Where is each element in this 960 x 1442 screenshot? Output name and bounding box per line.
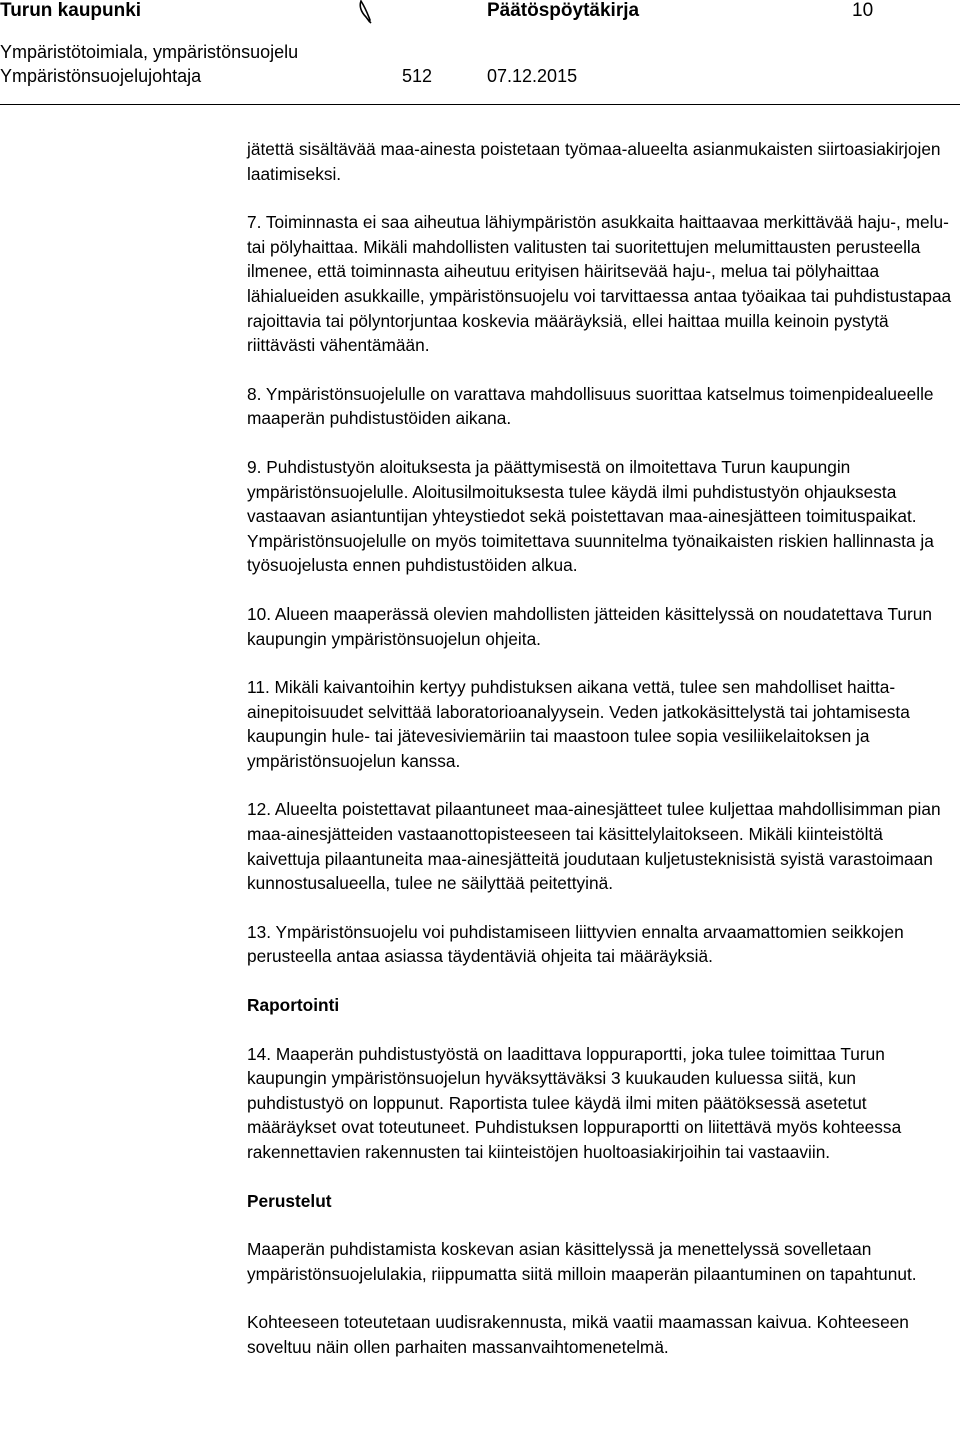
header-top-row: [0, 0, 960, 30]
paragraph-9: 9. Puhdistustyön aloituksesta ja päättymisestä on ilmoitettava Turun kaupungin ympäristönsuojelulle. Aloitusilmoituksesta tulee käydä ilmi puhdistustyön ohjauksesta vastaavan asiantuntijan yhteystiedot sekä poistettavan maa-ainesjätteen toimituspaikat. Ympäristönsuojelulle on myös toimitettava suunnitelma työnaikaisten riskien hallinnasta ja työsuojelusta ennen puhdistustöiden alkua.: [247, 456, 934, 576]
document-body: [247, 137, 955, 1384]
header-meta-row: [0, 66, 960, 90]
quill-pen-icon: [355, 0, 377, 24]
paragraph-13: 13. Ympäristönsuojelu voi puhdistamiseen liittyvien ennalta arvaamattomien seikkojen perusteella antaa asiassa täydentäviä ohjeita tai määräyksiä.: [247, 921, 904, 967]
decision-number: 512: [402, 66, 433, 86]
section-heading-raportointi: Raportointi: [247, 995, 340, 1016]
decision-date: 07.12.2015: [487, 66, 578, 86]
paragraph-continuation: jätettä sisältävää maa-ainesta poistetaan työmaa-alueelta asianmukaisten siirtoasiakirjojen laatimiseksi.: [247, 139, 941, 184]
paragraph-8: 8. Ympäristönsuojelulle on varattava mahdollisuus suorittaa katselmus toimenpidealueelle maaperän puhdistustöiden aikana.: [247, 383, 934, 429]
page-number: 10: [852, 0, 874, 21]
paragraph-7: 7. Toiminnasta ei saa aiheutua lähiympäristön asukkaita haittaavaa merkittävää haju-, melu- tai pölyhaittaa. Mikäli mahdollisten valitusten tai suoritettujen melumittausten perusteella ilmenee, että toiminnasta aiheutuu erityisen häiritsevää haju-, melua tai pölyhaittaa lähialueiden asukkaille, ympäristönsuojelu voi tarvittaessa antaa työaikaa tai puhdistustapaa rajoittavia tai pölyntorjuntaa koskevia määräyksiä, ellei haittaa muilla keinoin pystytä riittävästi vähentämään.: [247, 212, 952, 356]
header-divider: [0, 104, 960, 105]
section-heading-perustelut: Perustelut: [247, 1190, 332, 1211]
paragraph-perustelut-2: Kohteeseen toteutetaan uudisrakennusta, mikä vaatii maamassan kaivua. Kohteeseen soveltuu näin ollen parhaiten massanvaihtomenetelmä.: [247, 1312, 909, 1357]
organization-name: Turun kaupunki: [0, 0, 142, 21]
paragraph-12: 12. Alueelta poistettavat pilaantuneet maa-ainesjätteet tulee kuljettaa mahdollisimman pian maa-ainesjätteiden vastaanottopisteeseen tai käsittelylaitokseen. Mikäli kiinteistöltä kaivettuja pilaantuneita maa-ainesjätteitä joudutaan kuljetusteknisistä syistä varastoimaan kunnostusalueella, tulee ne säilyttää peitettyinä.: [247, 799, 941, 894]
document-header: [0, 0, 960, 112]
paragraph-10: 10. Alueen maaperässä olevien mahdollisten jätteiden käsittelyssä on noudatettava Turun kaupungin ympäristönsuojelun ohjeita.: [247, 603, 932, 649]
decision-maker-role: Ympäristönsuojelujohtaja: [0, 66, 202, 86]
document-type: Päätöspöytäkirja: [487, 0, 640, 21]
paragraph-perustelut-1: Maaperän puhdistamista koskevan asian käsittelyssä ja menettelyssä sovelletaan ympäristönsuojelulakia, riippumatta siitä milloin maaperän pilaantuminen on tapahtunut.: [247, 1239, 917, 1284]
paragraph-11: 11. Mikäli kaivantoihin kertyy puhdistuksen aikana vettä, tulee sen mahdolliset haitta-ainepitoisuudet selvittää laboratorioanalyysein. Veden jatkokäsittelystä tai johtamisesta kaupungin hule- tai jätevesiviemäriin tai maastoon tulee sopia vesiliikelaitoksen ja ympäristönsuojelun kanssa.: [247, 677, 910, 771]
department-name: Ympäristötoimiala, ympäristönsuojelu: [0, 42, 299, 62]
paragraph-14: 14. Maaperän puhdistustyöstä on laadittava loppuraportti, joka tulee toimittaa Turun kaupungin ympäristönsuojelun hyväksyttäväksi 3 kuukauden kuluessa siitä, kun puhdistustyö on loppunut. Raportista tulee käydä ilmi miten päätöksessä asetetut määräykset ovat toteutuneet. Puhdistuksen loppuraportti on liitettävä myös kohteessa rakennettavien rakennusten tai kiinteistöjen huoltoasiakirjoihin tai vastaaviin.: [247, 1043, 902, 1162]
